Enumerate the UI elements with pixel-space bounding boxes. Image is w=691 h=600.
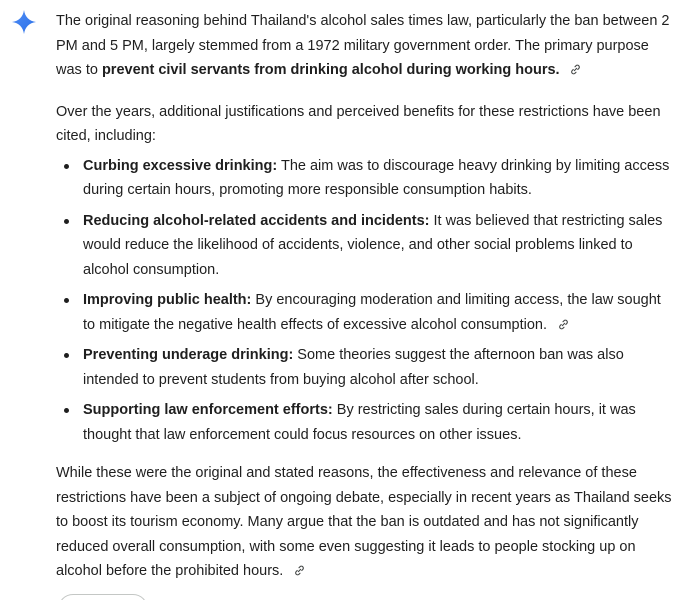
action-chip[interactable] bbox=[58, 594, 148, 600]
list-item bbox=[56, 154, 674, 203]
source-link-icon[interactable] bbox=[553, 316, 573, 332]
list-item bbox=[56, 398, 674, 447]
paragraph-justifications: Over the years, additional justifications and perceived benefits for these restrictions have been cited, including: bbox=[56, 103, 661, 144]
list-item-text: By restricting sales during certain hours, it was thought that law enforcement could focus resources on other issues. bbox=[83, 402, 636, 443]
bullet-dot bbox=[64, 408, 69, 413]
bullet-dot bbox=[64, 298, 69, 303]
gemini-spark-icon bbox=[12, 10, 36, 34]
bullet-dot bbox=[64, 164, 69, 169]
source-link-icon[interactable] bbox=[289, 563, 309, 579]
list-item-text: The aim was to discourage heavy drinking by limiting access during certain hours, promoting more responsible consumption habits. bbox=[83, 157, 670, 198]
list-item-title: Preventing underage drinking: bbox=[83, 347, 294, 363]
bullet-dot bbox=[64, 219, 69, 224]
list-item-title: Curbing excessive drinking: bbox=[83, 157, 278, 174]
list-item bbox=[56, 209, 674, 283]
paragraph-intro-text: The original reasoning behind Thailand's alcohol sales times law, particularly the ban between 2 PM and 5 PM, largely stemmed from a 1972 military government order. The primary purpose was to bbox=[56, 13, 670, 78]
list-item-title: Supporting law enforcement efforts: bbox=[83, 402, 333, 418]
list-item bbox=[56, 288, 674, 337]
list-item-title: Improving public health: bbox=[83, 292, 252, 308]
reasons-list bbox=[56, 154, 674, 448]
paragraph-conclusion bbox=[56, 461, 674, 584]
paragraph-conclusion-text: While these were the original and stated reasons, the effectiveness and relevance of these restrictions have been a subject of ongoing debate, especially in recent years as Thailand seeks to boost its tourism economy. Many argue that the ban is outdated and has not significantly reduced overall consumption, with some even suggesting it leads to people stocking up on alcohol before the prohibited hours. bbox=[56, 465, 672, 579]
source-link-icon[interactable] bbox=[566, 62, 586, 78]
list-item-text: Some theories suggest the afternoon ban was also intended to prevent students from buying alcohol after school. bbox=[83, 347, 624, 388]
paragraph-intro-bold: prevent civil servants from drinking alcohol during working hours. bbox=[101, 62, 560, 78]
list-item-text: By encouraging moderation and limiting access, the law sought to mitigate the negative health effects of excessive alcohol consumption. bbox=[83, 292, 661, 333]
response-body bbox=[56, 9, 674, 584]
list-item bbox=[56, 343, 674, 392]
list-item-title: Reducing alcohol-related accidents and incidents: bbox=[83, 212, 430, 229]
list-item-text: It was believed that restricting sales would reduce the likelihood of accidents, violence, and other social problems linked to alcohol consumption. bbox=[83, 212, 663, 278]
bullet-dot bbox=[64, 353, 69, 358]
paragraph-intro bbox=[56, 9, 674, 83]
